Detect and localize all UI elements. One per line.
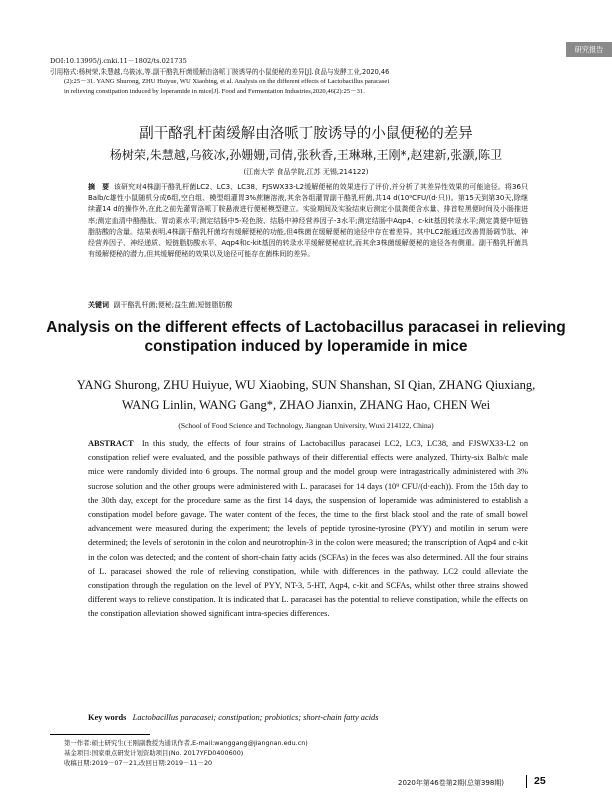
footnote-first-author: 第一作者:硕士研究生(王刚副教授为通讯作者,E-mail:wanggang@jiangnan.edu.cn) xyxy=(64,739,308,747)
keywords-en-label: Key words xyxy=(88,713,127,722)
citation-line-1: 引用格式:杨树荣,朱慧越,乌筱冰,等.副干酪乳杆菌缓解由洛哌丁胺诱导的小鼠便秘的差异[J].食品与发酵工业,2020,46 xyxy=(50,68,390,76)
authors-en-line-1: YANG Shurong, ZHU Huiyue, WU Xiaobing, SUN Shanshan, SI Qian, ZHANG Qiuxiang, xyxy=(76,378,536,392)
footer-divider xyxy=(526,775,527,788)
abstract-cn xyxy=(88,182,528,260)
affiliation-cn: (江南大学 食品学院,江苏 无锡,214122) xyxy=(243,168,369,176)
keywords-cn-label: 关键词 xyxy=(88,301,109,309)
abstract-en-text: In this study, the effects of four strains of Lactobacillus paracasei LC2, LC3, LC38, and FJSWX33-L2 on constipation relief were evaluated, and the possible pathways of their differential effects were analyzed. Thirty-six Balb/c male mice were randomly divided into 6 groups. The normal group and the model group were intragastrically administered with 3% sucrose solution and the other groups were administered with L. paracasei for 14 days (10⁹ CFU/(d·each)). From the 15th day to the 30th day, except for the procedure same as the first 14 days, the suspension of loperamide was administered to establish a constipation model before gavage. The water content of the feces, the time to the first black stool and the rate of small bowel advancement were measured during the experiment; the levels of peptide tyrosine-tyrosine (PYY) and motilin in serum were determined; the levels of serotonin in the colon and neurotrophin-3 in the colon were measured; the transcription of Aqp4 and c-kit in the colon was detected; and the content of short-chain fatty acids (SCFAs) in the feces was also determined. All the four strains of L. paracasei showed the role of relieving constipation, while with differences in the pathway. LC2 could alleviate the constipation through the regulation on the level of PYY, NT-3, 5-HT, Aqp4, c-kit and SCFAs, whilst other three strains showed different ways to relieve constipation. It is indicated that L. paracasei has the potential to relieve constipation, while the effects on the constipation alleviation showed significant intra-species differences. xyxy=(88,439,529,619)
authors-cn: 杨树荣,朱慧越,乌筱冰,孙姗姗,司倩,张秋香,王琳琳,王刚*,赵建新,张灏,陈卫 xyxy=(109,148,503,162)
citation-line-2: (2):25－31. YANG Shurong, ZHU Huiyue, WU Xiaobing, et al. Analysis on the different effects of Lactobacillus paracasei xyxy=(64,78,390,85)
section-tag: 研究报告 xyxy=(566,42,612,57)
abstract-cn-label: 摘 要 xyxy=(88,183,110,191)
title-cn: 副干酪乳杆菌缓解由洛哌丁胺诱导的小鼠便秘的差异 xyxy=(139,126,473,142)
footnote-fund: 基金项目:国家重点研发计划资助项目(No. 2017YFD0400600) xyxy=(64,749,244,757)
keywords-en xyxy=(88,713,528,722)
abstract-en-label: ABSTRACT xyxy=(88,439,134,448)
footnote-dates: 收稿日期:2019－07－21,改回日期:2019－11－20 xyxy=(64,759,213,767)
journal-issue: 2020年第46卷第2期(总第398期) xyxy=(398,779,504,787)
abstract-cn-text: 该研究对4株副干酪乳杆菌LC2、LC3、LC38、FJSWX33-L2缓解便秘的效果进行了评价,并分析了其差异性效果的可能途径。将36只Balb/c雄性小鼠随机分成6组,空白组、模型组灌胃3%蔗糖溶液,其余各组灌胃副干酪乳杆菌,共14 d(10⁹CFU/(d·只))。第15天到第30天,除继续灌14 d的操作外,在此之前先灌胃洛哌丁胺悬液进行便秘模型建立。实验期间及实验结束后测定小鼠粪便含水量、排首粒黑便时间及小肠推进率;测定血清中酪酪肽、胃动素水平;测定结肠中5-羟色胺、结肠中神经营养因子-3水平;测定结肠中Aqp4、c-kit基因转录水平;测定粪便中短链脂肪酸的含量。结果表明,4株副干酪乳杆菌均有缓解便秘的功能,但4株菌在缓解便秘的途径中存在着差异。其中LC2能通过改善胃肠调节肽、神经营养因子、神经递质、短链脂肪酸水平、Aqp4和c-kit基因的转录水平缓解便秘症状,而其余3株菌缓解便秘的途径各有侧重。副干酪乳杆菌具有缓解便秘的潜力,但其缓解便秘的效果以及途径可能存在菌株间的差异。 xyxy=(88,183,528,259)
citation-line-3: in relieving constipation induced by loperamide in mice[J]. Food and Fermentation Industries,2020,46(2):25－31. xyxy=(64,88,365,95)
keywords-en-text: Lactobacillus paracasei; constipation; probiotics; short-chain fatty acids xyxy=(132,713,379,722)
abstract-en xyxy=(88,437,528,622)
keywords-cn xyxy=(88,300,528,310)
affiliation-en: (School of Food Science and Technology, Jiangnan University, Wuxi 214122, China) xyxy=(178,421,434,430)
authors-en-line-2: WANG Linlin, WANG Gang*, ZHAO Jianxin, ZHANG Hao, CHEN Wei xyxy=(121,398,491,412)
title-en-line-2: constipation induced by loperamide in mice xyxy=(144,338,468,355)
authors-en xyxy=(40,375,572,415)
page-number: 25 xyxy=(534,775,546,787)
title-en xyxy=(0,318,612,356)
keywords-cn-text: 副干酪乳杆菌;便秘;益生菌;短链脂肪酸 xyxy=(113,301,233,309)
doi: DOI:10.13995/j.cnki.11－1802/ts.021735 xyxy=(50,57,187,65)
title-en-line-1: Analysis on the different effects of Lactobacillus paracasei in relieving xyxy=(46,319,566,336)
footnote-rule xyxy=(50,734,150,735)
